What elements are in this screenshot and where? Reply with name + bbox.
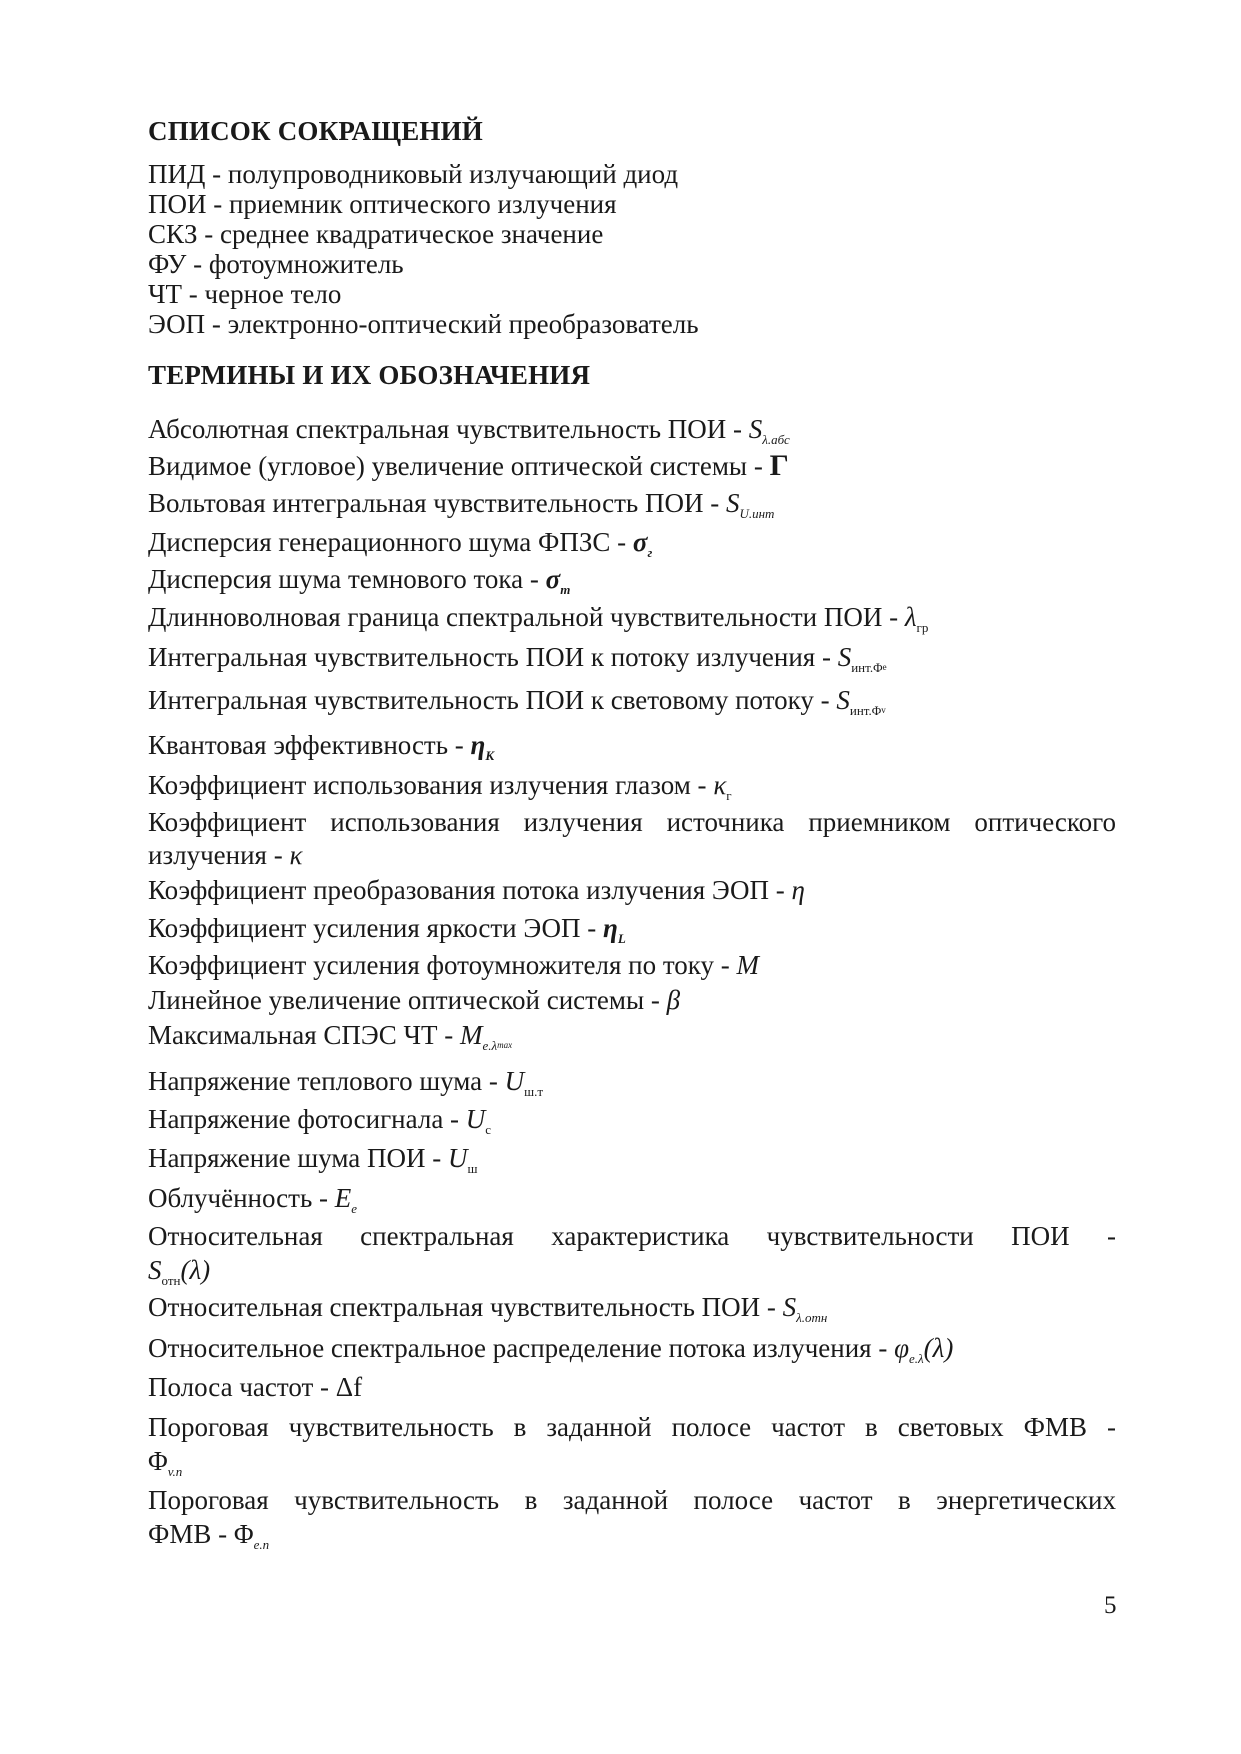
abbreviation-item: ПИД - полупроводниковый излучающий диод [148, 159, 679, 189]
term-item: Коэффициент преобразования потока излучения ЭОП - η [148, 875, 805, 905]
terms-heading: ТЕРМИНЫ И ИХ ОБОЗНАЧЕНИЯ [148, 360, 591, 390]
term-item: Напряжение теплового шума - $U_{ш.т}$ [148, 1066, 544, 1099]
abbreviation-item: ПОИ - приемник оптического излучения [148, 189, 617, 219]
term-item: Вольтовая интегральная чувствительность ПОИ - $S_{U.инт}$ [148, 488, 775, 521]
term-item: Напряжение шума ПОИ - $U_ш$ [148, 1143, 478, 1176]
term-item: Длинноволновая граница спектральной чувствительности ПОИ - $\lambda_{гр}$ [148, 602, 929, 635]
term-item: Относительная спектральная чувствительность ПОИ - $S_{\lambda.отн}$ [148, 1292, 828, 1325]
term-item: Коэффициент усиления яркости ЭОП - $\eta_L$ [148, 913, 626, 946]
term-item: Максимальная СПЭС ЧТ - $M_{e.\lambda}\max$ [148, 1020, 513, 1053]
abbreviation-item: ЧТ - черное тело [148, 279, 342, 309]
term-item: Полоса частот - Δf [148, 1372, 363, 1402]
term-item: Пороговая чувствительность в заданной полосе частот в энергетических [148, 1485, 1116, 1515]
term-item: Напряжение фотосигнала - $U_с$ [148, 1104, 492, 1137]
term-item: Интегральная чувствительность ПОИ к потоку излучения - $S_{инт.\Phi}e$ [148, 642, 887, 675]
term-item: Линейное увеличение оптической системы - β [148, 985, 681, 1015]
term-item: Квантовая эффективность - $\eta_К$ [148, 730, 495, 763]
term-item: Коэффициент усиления фотоумножителя по току - M [148, 950, 760, 980]
term-item: Коэффициент использования излучения источника приемником оптического [148, 807, 1116, 837]
abbreviation-item: ФУ - фотоумножитель [148, 249, 404, 279]
term-item-continuation: ФМВ - $\Phi_{e.п}$ [148, 1519, 270, 1552]
abbreviations-heading: СПИСОК СОКРАЩЕНИЙ [148, 116, 484, 146]
term-item: Интегральная чувствительность ПОИ к световому потоку - $S_{инт.\Phi}v$ [148, 685, 886, 718]
term-item: Дисперсия генерационного шума ФПЗС - $\sigma_г$ [148, 527, 653, 560]
term-item-continuation: излучения - κ [148, 840, 303, 870]
abbreviation-item: ЭОП - электронно-оптический преобразователь [148, 309, 699, 339]
term-item: Абсолютная спектральная чувствительность ПОИ - $S_{\lambda.абс}$ [148, 414, 790, 447]
term-item: Дисперсия шума темнового тока - $\sigma_т$ [148, 564, 571, 597]
term-item: Относительное спектральное распределение потока излучения - $\varphi_{e.\lambda}(\lambda)$ [148, 1333, 954, 1366]
term-item: Коэффициент использования излучения глазом - $\kappa_г$ [148, 770, 732, 803]
term-item: Облучённость - $E_e$ [148, 1183, 358, 1216]
term-item-continuation: $\Phi_{v.п}$ [148, 1446, 183, 1479]
page-number: 5 [1104, 1592, 1117, 1619]
term-item-continuation: $S_{отн}(\lambda)$ [148, 1255, 211, 1288]
term-item: Относительная спектральная характеристика чувствительности ПОИ - [148, 1221, 1116, 1251]
term-item: Пороговая чувствительность в заданной полосе частот в световых ФМВ - [148, 1412, 1116, 1442]
abbreviation-item: СКЗ - среднее квадратическое значение [148, 219, 604, 249]
term-item: Видимое (угловое) увеличение оптической системы - Γ [148, 449, 789, 482]
